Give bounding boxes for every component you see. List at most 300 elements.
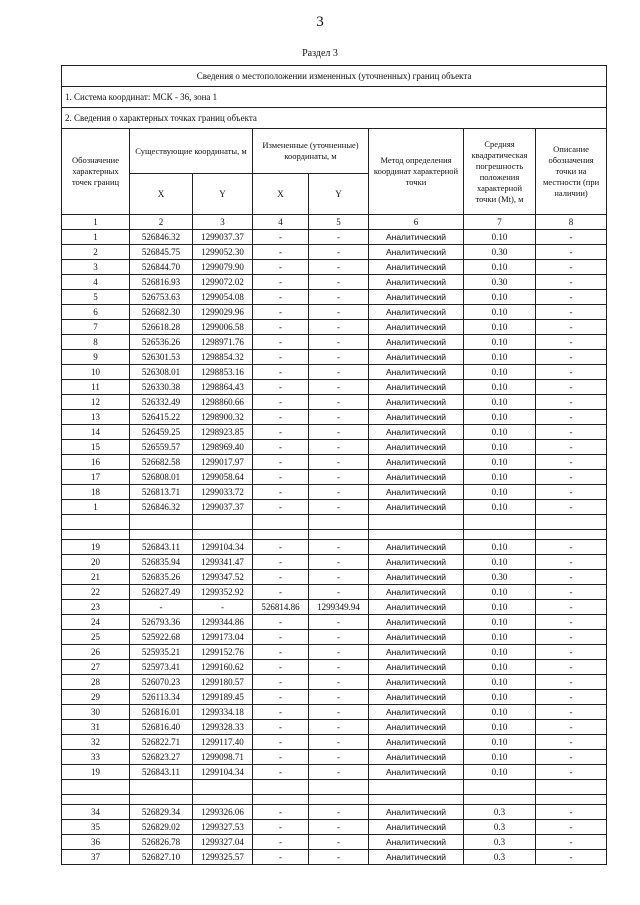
point-description: - <box>536 690 607 705</box>
empty-cell <box>536 795 607 805</box>
changed-y: - <box>309 570 369 585</box>
table-row <box>62 455 607 470</box>
existing-y: 1299104.34 <box>193 765 253 780</box>
point-number: 36 <box>62 835 130 850</box>
table-row <box>62 260 607 275</box>
changed-x: - <box>253 275 309 290</box>
method: Аналитический <box>369 820 464 835</box>
existing-y: 1299054.08 <box>193 290 253 305</box>
point-description: - <box>536 705 607 720</box>
existing-y: 1299037.37 <box>193 230 253 245</box>
changed-y: - <box>309 455 369 470</box>
empty-cell <box>62 795 130 805</box>
header-changed-x: X <box>253 174 309 215</box>
point-description: - <box>536 365 607 380</box>
table-row <box>62 555 607 570</box>
point-number: 27 <box>62 660 130 675</box>
existing-x: 526844.70 <box>130 260 193 275</box>
column-number: 1 <box>62 215 130 230</box>
point-description: - <box>536 275 607 290</box>
existing-x: 526816.01 <box>130 705 193 720</box>
changed-y: - <box>309 750 369 765</box>
error-mt: 0.10 <box>464 410 536 425</box>
empty-cell <box>536 530 607 540</box>
method: Аналитический <box>369 395 464 410</box>
empty-cell <box>464 515 536 530</box>
existing-y: 1298854.32 <box>193 350 253 365</box>
existing-y: 1299347.52 <box>193 570 253 585</box>
existing-y: 1299325.57 <box>193 850 253 865</box>
point-description: - <box>536 600 607 615</box>
empty-cell <box>369 795 464 805</box>
table-row <box>62 500 607 515</box>
empty-cell <box>464 795 536 805</box>
changed-x: - <box>253 485 309 500</box>
table-row <box>62 410 607 425</box>
point-number: 5 <box>62 290 130 305</box>
changed-x: - <box>253 835 309 850</box>
point-number: 34 <box>62 805 130 820</box>
error-mt: 0.10 <box>464 630 536 645</box>
point-number: 10 <box>62 365 130 380</box>
error-mt: 0.10 <box>464 350 536 365</box>
changed-y: - <box>309 335 369 350</box>
changed-x: - <box>253 690 309 705</box>
changed-x: - <box>253 805 309 820</box>
changed-y: - <box>309 720 369 735</box>
empty-cell <box>253 530 309 540</box>
existing-x: 525973.41 <box>130 660 193 675</box>
error-mt: 0.10 <box>464 440 536 455</box>
changed-x: - <box>253 455 309 470</box>
error-mt: 0.3 <box>464 805 536 820</box>
method: Аналитический <box>369 485 464 500</box>
point-description: - <box>536 570 607 585</box>
method: Аналитический <box>369 570 464 585</box>
error-mt: 0.10 <box>464 615 536 630</box>
point-description: - <box>536 470 607 485</box>
changed-y: - <box>309 365 369 380</box>
changed-y: - <box>309 320 369 335</box>
method: Аналитический <box>369 365 464 380</box>
table-row <box>62 850 607 865</box>
separator-row <box>62 780 607 795</box>
table-row <box>62 735 607 750</box>
changed-y: - <box>309 395 369 410</box>
empty-cell <box>309 795 369 805</box>
changed-y: - <box>309 630 369 645</box>
point-number: 32 <box>62 735 130 750</box>
empty-cell <box>130 780 193 795</box>
point-number: 37 <box>62 850 130 865</box>
error-mt: 0.10 <box>464 765 536 780</box>
point-number: 6 <box>62 305 130 320</box>
table-row <box>62 275 607 290</box>
method: Аналитический <box>369 305 464 320</box>
empty-cell <box>369 515 464 530</box>
existing-y: 1298860.66 <box>193 395 253 410</box>
changed-y: - <box>309 500 369 515</box>
table-body <box>62 66 607 865</box>
empty-cell <box>536 515 607 530</box>
empty-cell <box>130 530 193 540</box>
point-number: 28 <box>62 675 130 690</box>
changed-y: - <box>309 305 369 320</box>
empty-cell <box>193 530 253 540</box>
error-mt: 0.10 <box>464 500 536 515</box>
method: Аналитический <box>369 690 464 705</box>
method: Аналитический <box>369 350 464 365</box>
empty-cell <box>369 780 464 795</box>
changed-x: - <box>253 585 309 600</box>
method: Аналитический <box>369 455 464 470</box>
changed-x: - <box>253 230 309 245</box>
empty-cell <box>193 780 253 795</box>
table-row <box>62 600 607 615</box>
point-description: - <box>536 630 607 645</box>
changed-x: - <box>253 260 309 275</box>
existing-y: 1299017.97 <box>193 455 253 470</box>
existing-x: 526816.40 <box>130 720 193 735</box>
error-mt: 0.30 <box>464 275 536 290</box>
point-number: 33 <box>62 750 130 765</box>
point-description: - <box>536 835 607 850</box>
error-mt: 0.10 <box>464 690 536 705</box>
existing-x: 526829.02 <box>130 820 193 835</box>
changed-y: - <box>309 690 369 705</box>
existing-y: 1299326.06 <box>193 805 253 820</box>
empty-cell <box>464 530 536 540</box>
point-description: - <box>536 750 607 765</box>
point-description: - <box>536 440 607 455</box>
error-mt: 0.10 <box>464 735 536 750</box>
error-mt: 0.3 <box>464 835 536 850</box>
changed-y: - <box>309 850 369 865</box>
changed-y: - <box>309 260 369 275</box>
point-description: - <box>536 320 607 335</box>
header-existing-y: Y <box>193 174 253 215</box>
coordinate-system: 1. Система координат: МСК - 36, зона 1 <box>62 87 607 108</box>
method: Аналитический <box>369 440 464 455</box>
point-description: - <box>536 260 607 275</box>
empty-cell <box>62 515 130 530</box>
method: Аналитический <box>369 615 464 630</box>
changed-x: - <box>253 540 309 555</box>
changed-y: - <box>309 805 369 820</box>
error-mt: 0.10 <box>464 600 536 615</box>
existing-y: 1299327.04 <box>193 835 253 850</box>
point-description: - <box>536 485 607 500</box>
column-number: 4 <box>253 215 309 230</box>
empty-cell <box>253 515 309 530</box>
method: Аналитический <box>369 645 464 660</box>
empty-cell <box>130 515 193 530</box>
changed-y: - <box>309 485 369 500</box>
existing-x: 526816.93 <box>130 275 193 290</box>
existing-y: 1299344.86 <box>193 615 253 630</box>
table-row <box>62 835 607 850</box>
point-number: 13 <box>62 410 130 425</box>
point-number: 29 <box>62 690 130 705</box>
header-description: Описание обозначения точки на местности (при наличии) <box>536 129 607 215</box>
method: Аналитический <box>369 230 464 245</box>
error-mt: 0.10 <box>464 260 536 275</box>
method: Аналитический <box>369 320 464 335</box>
existing-y: 1299327.53 <box>193 820 253 835</box>
existing-y: 1298969.40 <box>193 440 253 455</box>
empty-cell <box>464 780 536 795</box>
page-number: 3 <box>316 14 324 30</box>
method: Аналитический <box>369 705 464 720</box>
error-mt: 0.10 <box>464 720 536 735</box>
method: Аналитический <box>369 470 464 485</box>
existing-x: 526823.27 <box>130 750 193 765</box>
existing-y: 1299117.40 <box>193 735 253 750</box>
method: Аналитический <box>369 425 464 440</box>
changed-y: - <box>309 350 369 365</box>
table-row <box>62 320 607 335</box>
existing-y: 1298971.76 <box>193 335 253 350</box>
changed-x: 526814.86 <box>253 600 309 615</box>
existing-y: 1299328.33 <box>193 720 253 735</box>
error-mt: 0.10 <box>464 750 536 765</box>
error-mt: 0.10 <box>464 470 536 485</box>
changed-y: - <box>309 820 369 835</box>
changed-x: - <box>253 425 309 440</box>
header-method: Метод определения координат характерной точки <box>369 129 464 215</box>
existing-x: 526808.01 <box>130 470 193 485</box>
existing-x: 526813.71 <box>130 485 193 500</box>
error-mt: 0.10 <box>464 675 536 690</box>
empty-cell <box>62 780 130 795</box>
existing-x: 526753.63 <box>130 290 193 305</box>
existing-y: 1299152.76 <box>193 645 253 660</box>
point-description: - <box>536 765 607 780</box>
empty-cell <box>309 780 369 795</box>
point-number: 9 <box>62 350 130 365</box>
changed-y: - <box>309 410 369 425</box>
existing-y: 1299098.71 <box>193 750 253 765</box>
point-number: 8 <box>62 335 130 350</box>
error-mt: 0.10 <box>464 645 536 660</box>
table-row <box>62 660 607 675</box>
changed-y: - <box>309 765 369 780</box>
point-number: 4 <box>62 275 130 290</box>
point-description: - <box>536 425 607 440</box>
point-description: - <box>536 395 607 410</box>
changed-x: - <box>253 645 309 660</box>
method: Аналитический <box>369 750 464 765</box>
column-number: 8 <box>536 215 607 230</box>
point-number: 30 <box>62 705 130 720</box>
point-number: 19 <box>62 765 130 780</box>
changed-y: - <box>309 735 369 750</box>
changed-y: - <box>309 705 369 720</box>
column-number-row <box>62 215 607 230</box>
changed-x: - <box>253 675 309 690</box>
point-description: - <box>536 455 607 470</box>
changed-x: - <box>253 705 309 720</box>
existing-x: 526682.30 <box>130 305 193 320</box>
table-row <box>62 675 607 690</box>
point-number: 18 <box>62 485 130 500</box>
existing-y: 1299006.58 <box>193 320 253 335</box>
point-number: 26 <box>62 645 130 660</box>
existing-y: 1299180.57 <box>193 675 253 690</box>
changed-x: - <box>253 380 309 395</box>
point-description: - <box>536 585 607 600</box>
point-number: 21 <box>62 570 130 585</box>
existing-x: 525922.68 <box>130 630 193 645</box>
error-mt: 0.10 <box>464 230 536 245</box>
error-mt: 0.3 <box>464 850 536 865</box>
method: Аналитический <box>369 600 464 615</box>
method: Аналитический <box>369 630 464 645</box>
points-heading: 2. Сведения о характерных точках границ объекта <box>62 108 607 129</box>
existing-y: 1298900.32 <box>193 410 253 425</box>
point-number: 22 <box>62 585 130 600</box>
point-number: 24 <box>62 615 130 630</box>
table-row <box>62 570 607 585</box>
table-row <box>62 765 607 780</box>
method: Аналитический <box>369 245 464 260</box>
separator-row <box>62 530 607 540</box>
table-row <box>62 805 607 820</box>
point-description: - <box>536 500 607 515</box>
table-row <box>62 305 607 320</box>
changed-x: - <box>253 410 309 425</box>
changed-y: - <box>309 440 369 455</box>
existing-x: 526070.23 <box>130 675 193 690</box>
table-row <box>62 335 607 350</box>
point-description: - <box>536 410 607 425</box>
error-mt: 0.10 <box>464 485 536 500</box>
table-row <box>62 690 607 705</box>
separator-row <box>62 515 607 530</box>
error-mt: 0.10 <box>464 705 536 720</box>
existing-x: 526843.11 <box>130 765 193 780</box>
column-number: 5 <box>309 215 369 230</box>
point-description: - <box>536 615 607 630</box>
point-number: 14 <box>62 425 130 440</box>
error-mt: 0.10 <box>464 380 536 395</box>
table-row <box>62 630 607 645</box>
existing-y: 1299029.96 <box>193 305 253 320</box>
method: Аналитический <box>369 805 464 820</box>
header-error: Средняя квадратическая погрешность положения характерной точки (Mt), м <box>464 129 536 215</box>
method: Аналитический <box>369 850 464 865</box>
method: Аналитический <box>369 260 464 275</box>
existing-y: 1299052.30 <box>193 245 253 260</box>
changed-y: - <box>309 660 369 675</box>
point-number: 17 <box>62 470 130 485</box>
point-number: 7 <box>62 320 130 335</box>
changed-y: - <box>309 835 369 850</box>
method: Аналитический <box>369 555 464 570</box>
empty-cell <box>130 795 193 805</box>
empty-cell <box>193 795 253 805</box>
existing-x: 526330.38 <box>130 380 193 395</box>
error-mt: 0.10 <box>464 335 536 350</box>
changed-x: - <box>253 735 309 750</box>
method: Аналитический <box>369 500 464 515</box>
point-description: - <box>536 335 607 350</box>
column-number: 7 <box>464 215 536 230</box>
existing-y: 1299072.02 <box>193 275 253 290</box>
changed-x: - <box>253 850 309 865</box>
changed-y: - <box>309 540 369 555</box>
changed-x: - <box>253 470 309 485</box>
changed-y: - <box>309 615 369 630</box>
changed-y: - <box>309 555 369 570</box>
column-number: 2 <box>130 215 193 230</box>
error-mt: 0.10 <box>464 455 536 470</box>
existing-y: 1299160.62 <box>193 660 253 675</box>
existing-y: 1299352.92 <box>193 585 253 600</box>
existing-x: 526827.10 <box>130 850 193 865</box>
point-description: - <box>536 290 607 305</box>
point-number: 11 <box>62 380 130 395</box>
existing-y: 1298923.85 <box>193 425 253 440</box>
point-description: - <box>536 805 607 820</box>
changed-y: - <box>309 470 369 485</box>
existing-y: 1299341.47 <box>193 555 253 570</box>
table-row <box>62 585 607 600</box>
existing-y: 1299079.90 <box>193 260 253 275</box>
point-description: - <box>536 540 607 555</box>
changed-x: - <box>253 320 309 335</box>
changed-x: - <box>253 395 309 410</box>
point-number: 3 <box>62 260 130 275</box>
existing-x: 526827.49 <box>130 585 193 600</box>
empty-cell <box>62 530 130 540</box>
table-row <box>62 485 607 500</box>
changed-y: - <box>309 645 369 660</box>
changed-y: - <box>309 245 369 260</box>
error-mt: 0.10 <box>464 660 536 675</box>
point-description: - <box>536 305 607 320</box>
table-row <box>62 720 607 735</box>
existing-x: 526415.22 <box>130 410 193 425</box>
existing-y: 1299104.34 <box>193 540 253 555</box>
separator-row <box>62 795 607 805</box>
changed-x: - <box>253 290 309 305</box>
point-number: 16 <box>62 455 130 470</box>
table-row <box>62 645 607 660</box>
changed-x: - <box>253 350 309 365</box>
empty-cell <box>309 530 369 540</box>
changed-y: - <box>309 425 369 440</box>
method: Аналитический <box>369 835 464 850</box>
changed-x: - <box>253 765 309 780</box>
point-number: 20 <box>62 555 130 570</box>
changed-x: - <box>253 820 309 835</box>
changed-x: - <box>253 720 309 735</box>
existing-x: - <box>130 600 193 615</box>
existing-y: - <box>193 600 253 615</box>
point-description: - <box>536 675 607 690</box>
changed-y: - <box>309 230 369 245</box>
changed-y: - <box>309 290 369 305</box>
method: Аналитический <box>369 275 464 290</box>
empty-cell <box>369 530 464 540</box>
existing-y: 1299037.37 <box>193 500 253 515</box>
existing-x: 526618.28 <box>130 320 193 335</box>
changed-y: - <box>309 380 369 395</box>
existing-x: 525935.21 <box>130 645 193 660</box>
method: Аналитический <box>369 540 464 555</box>
error-mt: 0.10 <box>464 395 536 410</box>
